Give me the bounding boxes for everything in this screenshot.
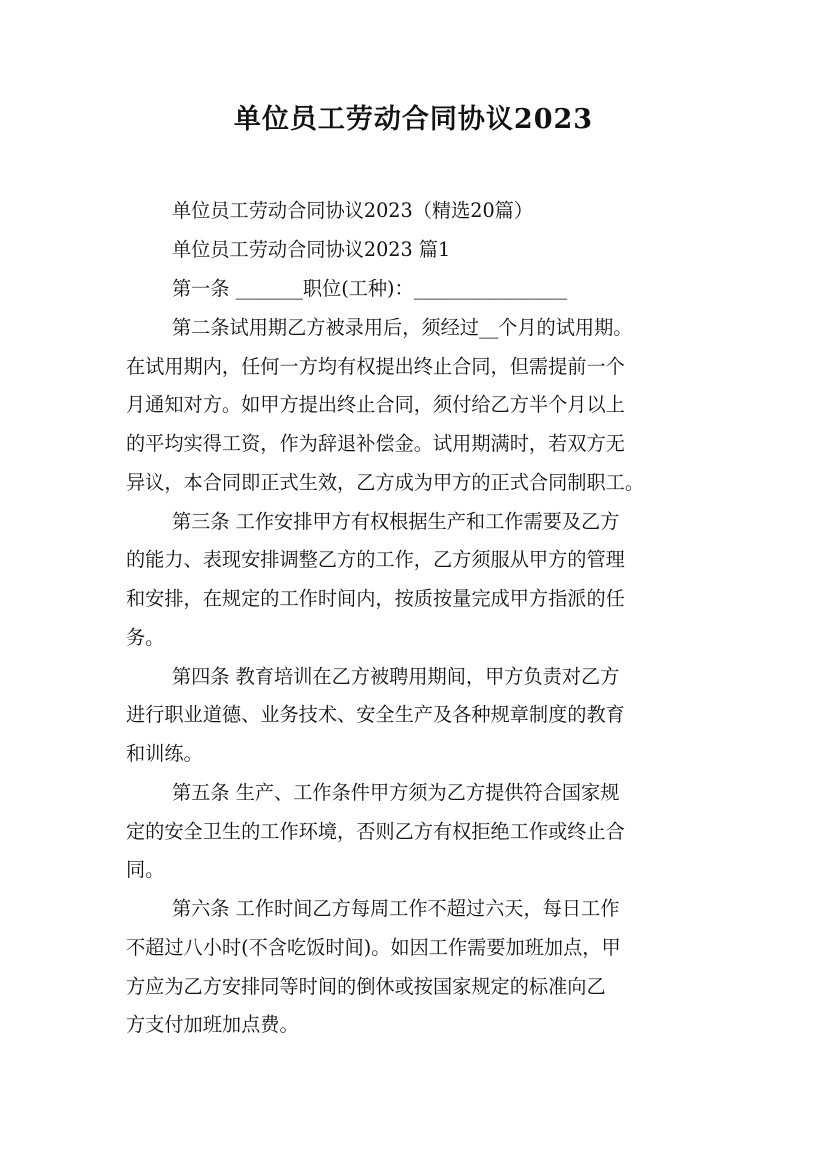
clause-6-line-3: 方应为乙方安排同等时间的倒休或按国家规定的标准向乙 — [126, 975, 606, 998]
clause-4-line-1: 第四条 教育培训在乙方被聘用期间，甲方负责对乙方 — [172, 665, 620, 688]
clause-6-line-4: 方支付加班加点费。 — [126, 1013, 299, 1036]
clause-3-line-3: 和安排，在规定的工作时间内，按质按量完成甲方指派的任 — [126, 587, 625, 610]
clause-5-line-2: 定的安全卫生的工作环境，否则乙方有权拒绝工作或终止合 — [126, 820, 625, 843]
clause-2-line-3: 月通知对方。如甲方提出终止合同，须付给乙方半个月以上 — [126, 393, 625, 416]
section-heading: 单位员工劳动合同协议2023 篇1 — [172, 238, 451, 261]
clause-4-line-3: 和训练。 — [126, 742, 203, 765]
clause-2-line-5: 异议，本合同即正式生效，乙方成为甲方的正式合同制职工。 — [126, 471, 645, 494]
clause-5-line-3: 同。 — [126, 858, 165, 881]
clause-4-line-2: 进行职业道德、业务技术、安全生产及各种规章制度的教育 — [126, 703, 625, 726]
clause-2-line-1: 第二条试用期乙方被录用后，须经过__个月的试用期。 — [172, 316, 633, 339]
clause-6-line-1: 第六条 工作时间乙方每周工作不超过六天，每日工作 — [172, 897, 620, 920]
subtitle-line: 单位员工劳动合同协议2023（精选20篇） — [172, 199, 534, 222]
document-title: 单位员工劳动合同协议2023 — [233, 104, 594, 135]
clause-2-line-4: 的平均实得工资，作为辞退补偿金。试用期满时，若双方无 — [126, 432, 625, 455]
clause-5-line-1: 第五条 生产、工作条件甲方须为乙方提供符合国家规 — [172, 781, 620, 804]
clause-6-line-2: 不超过八小时(不含吃饭时间)。如因工作需要加班加点，甲 — [126, 936, 621, 959]
clause-3-line-2: 的能力、表现安排调整乙方的工作，乙方须服从甲方的管理 — [126, 548, 625, 571]
clause-3-line-4: 务。 — [126, 626, 165, 649]
clause-1-line: 第一条 _______职位(工种)：________________ — [172, 277, 568, 300]
clause-3-line-1: 第三条 工作安排甲方有权根据生产和工作需要及乙方 — [172, 510, 620, 533]
clause-2-line-2: 在试用期内，任何一方均有权提出终止合同，但需提前一个 — [126, 355, 625, 378]
